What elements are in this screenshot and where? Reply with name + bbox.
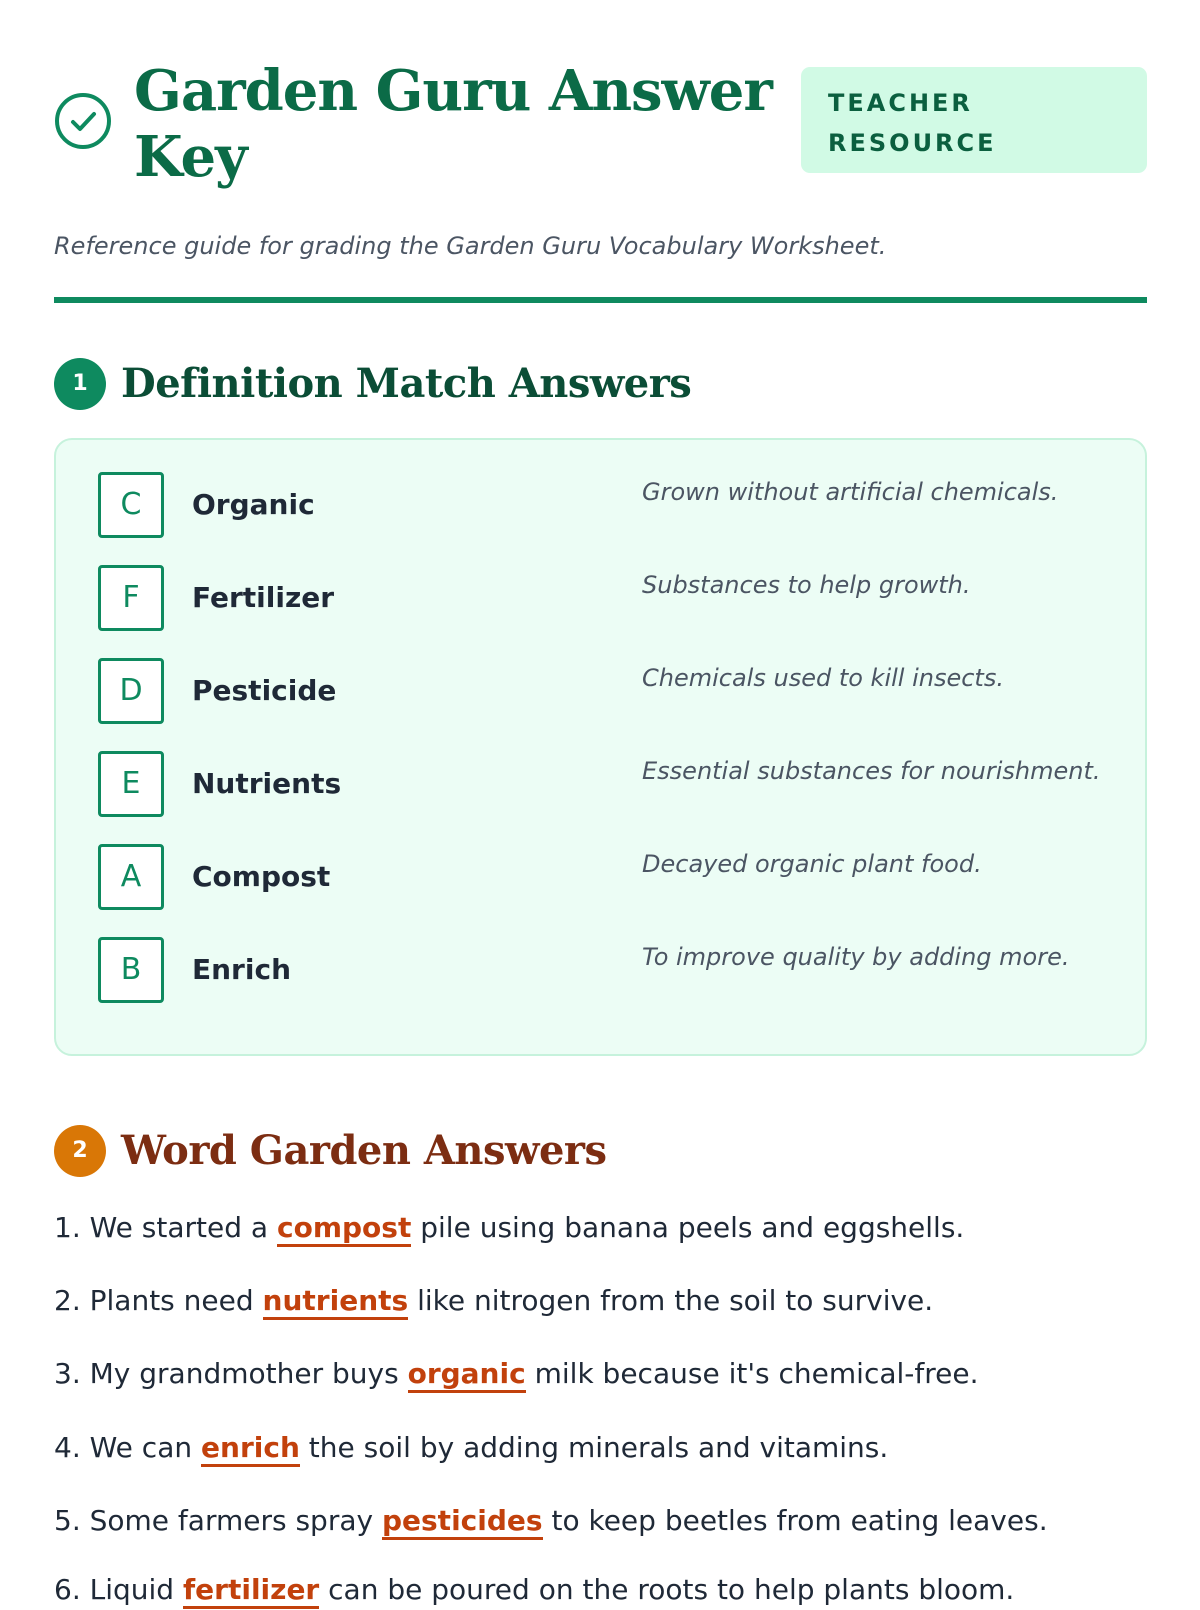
answer-word: enrich bbox=[201, 1431, 300, 1467]
answer-letter: C bbox=[98, 472, 164, 538]
header-divider bbox=[54, 297, 1147, 303]
sentence-before: We can bbox=[89, 1431, 193, 1464]
sentence-number: 4. bbox=[54, 1431, 81, 1464]
teacher-resource-badge: TEACHER RESOURCE bbox=[801, 67, 1147, 173]
match-row bbox=[98, 472, 1118, 538]
sentence-after: pile using banana peels and eggshells. bbox=[420, 1211, 965, 1244]
answer-letter: B bbox=[98, 937, 164, 1003]
answer-sentence bbox=[54, 1281, 1147, 1321]
answer-word: compost bbox=[277, 1211, 411, 1247]
answer-letter: D bbox=[98, 658, 164, 724]
answer-letter: E bbox=[98, 751, 164, 817]
answer-sentence bbox=[54, 1501, 1147, 1541]
definition-match-box bbox=[54, 438, 1147, 1056]
match-row bbox=[98, 844, 1118, 910]
match-row bbox=[98, 937, 1118, 1003]
vocab-term: Pesticide bbox=[192, 674, 337, 707]
term-definition: Chemicals used to kill insects. bbox=[642, 664, 1004, 692]
match-row bbox=[98, 565, 1118, 631]
sentence-before: Liquid bbox=[89, 1573, 175, 1606]
vocab-term: Organic bbox=[192, 488, 315, 521]
term-definition: To improve quality by adding more. bbox=[642, 943, 1070, 971]
term-definition: Decayed organic plant food. bbox=[642, 850, 982, 878]
section-1-heading bbox=[54, 358, 1147, 412]
answer-sentence bbox=[54, 1570, 1147, 1610]
sentence-before: My grandmother buys bbox=[89, 1357, 399, 1390]
section-title: Definition Match Answers bbox=[121, 360, 692, 407]
term-definition: Grown without artificial chemicals. bbox=[642, 478, 1059, 506]
term-definition: Essential substances for nourishment. bbox=[642, 757, 1101, 785]
vocab-term: Nutrients bbox=[192, 767, 342, 800]
answer-letter: A bbox=[98, 844, 164, 910]
answer-sentence bbox=[54, 1354, 1147, 1394]
sentence-after: the soil by adding minerals and vitamins. bbox=[308, 1431, 889, 1464]
answer-sentence bbox=[54, 1208, 1147, 1248]
match-row bbox=[98, 658, 1118, 724]
sentence-number: 1. bbox=[54, 1211, 81, 1244]
section-title: Word Garden Answers bbox=[121, 1127, 607, 1174]
section-number-badge: 1 bbox=[54, 358, 106, 410]
answer-word: pesticides bbox=[382, 1504, 543, 1540]
sentence-before: Some farmers spray bbox=[89, 1504, 374, 1537]
page-title: Garden Guru Answer Key bbox=[134, 58, 772, 190]
sentence-number: 5. bbox=[54, 1504, 81, 1537]
page-subtitle: Reference guide for grading the Garden Guru Vocabulary Worksheet. bbox=[54, 232, 887, 260]
vocab-term: Enrich bbox=[192, 953, 291, 986]
section-2-heading bbox=[54, 1125, 1147, 1179]
match-row bbox=[98, 751, 1118, 817]
section-number-badge: 2 bbox=[54, 1125, 106, 1177]
vocab-term: Fertilizer bbox=[192, 581, 335, 614]
answer-word: organic bbox=[408, 1357, 526, 1393]
sentence-number: 2. bbox=[54, 1284, 81, 1317]
check-circle-icon bbox=[54, 92, 112, 150]
sentence-before: Plants need bbox=[89, 1284, 254, 1317]
answer-word: nutrients bbox=[263, 1284, 409, 1320]
sentence-after: like nitrogen from the soil to survive. bbox=[417, 1284, 934, 1317]
vocab-term: Compost bbox=[192, 860, 331, 893]
sentence-after: to keep beetles from eating leaves. bbox=[551, 1504, 1048, 1537]
sentence-number: 6. bbox=[54, 1573, 81, 1606]
sentence-after: can be poured on the roots to help plants bloom. bbox=[328, 1573, 1015, 1606]
answer-sentence bbox=[54, 1428, 1147, 1468]
sentence-before: We started a bbox=[89, 1211, 269, 1244]
answer-word: fertilizer bbox=[183, 1573, 319, 1609]
sentence-number: 3. bbox=[54, 1357, 81, 1390]
term-definition: Substances to help growth. bbox=[642, 571, 971, 599]
sentence-after: milk because it's chemical-free. bbox=[534, 1357, 979, 1390]
answer-letter: F bbox=[98, 565, 164, 631]
page-header bbox=[54, 58, 1147, 208]
